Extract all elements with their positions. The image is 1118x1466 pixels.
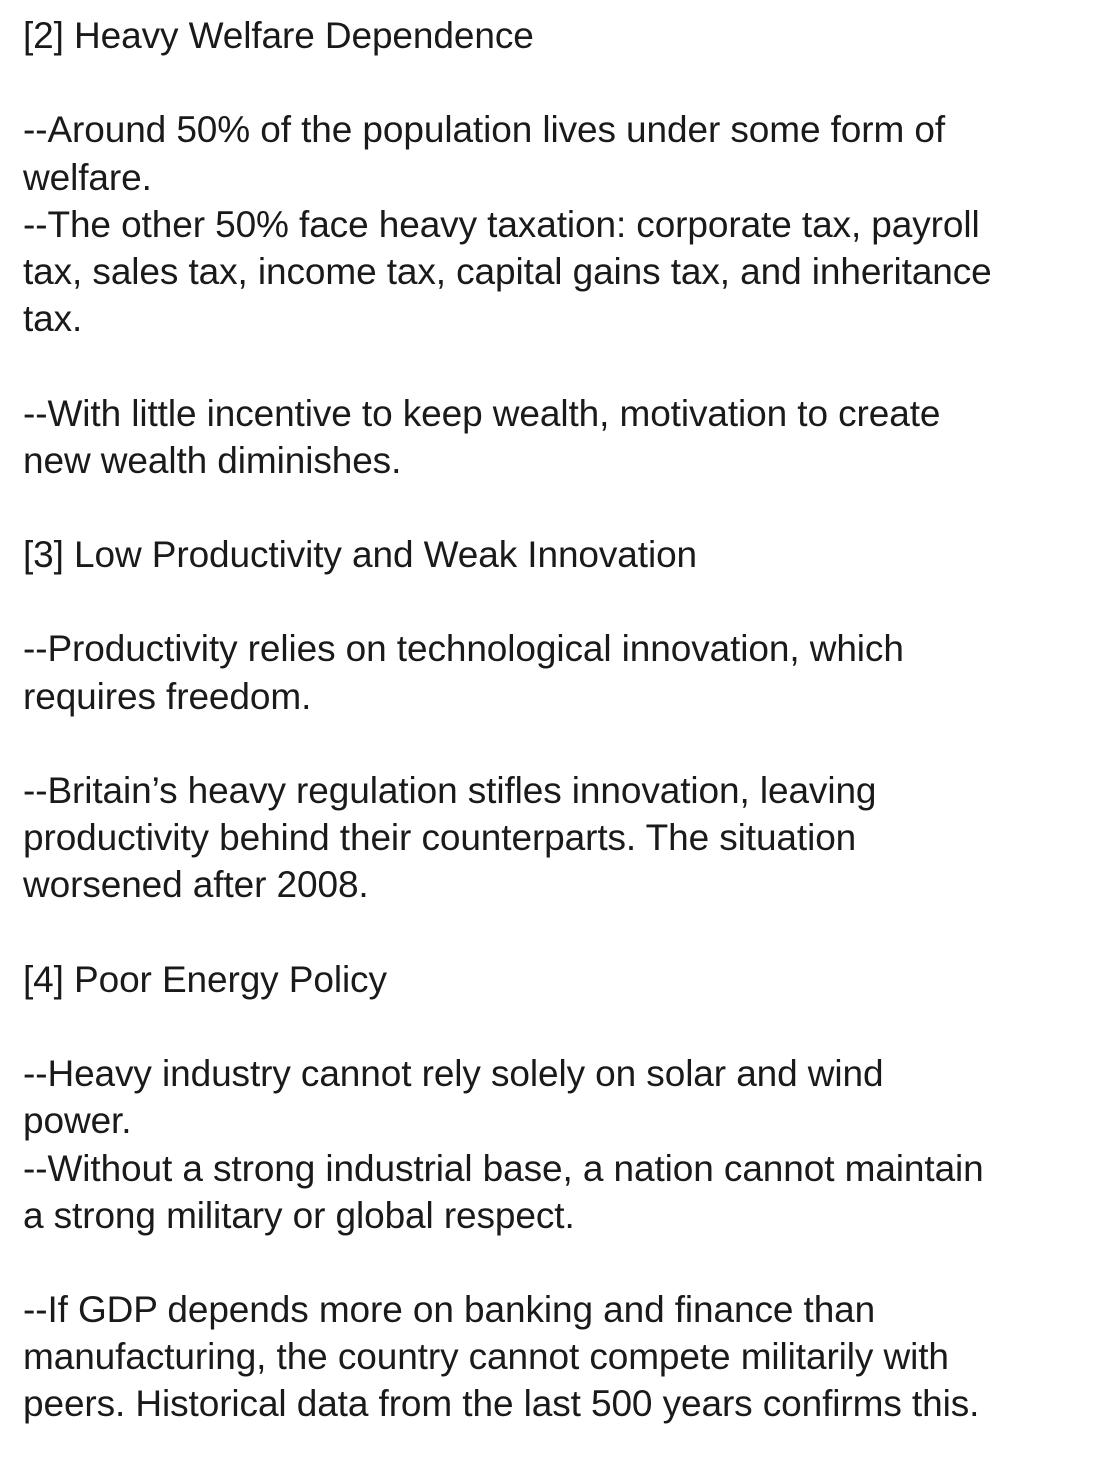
- text-line: requires freedom.: [23, 675, 312, 717]
- text-line: a strong military or global respect.: [23, 1194, 575, 1236]
- section-poor-energy-policy: [23, 956, 1118, 1428]
- text-line: --Without a strong industrial base, a nation cannot maintain: [23, 1147, 984, 1189]
- text-line: tax, sales tax, income tax, capital gains tax, and inheritance: [23, 250, 992, 292]
- paragraph: [23, 390, 1118, 484]
- text-line: --Britain’s heavy regulation stifles innovation, leaving: [23, 770, 877, 811]
- text-line: power.: [23, 1100, 132, 1142]
- section-heading: [4] Poor Energy Policy: [23, 958, 387, 1000]
- text-line: new wealth diminishes.: [23, 439, 402, 481]
- paragraph: [23, 106, 1118, 200]
- text-line: --If GDP depends more on banking and finance than: [23, 1289, 876, 1331]
- text-line: worsened after 2008.: [23, 864, 369, 906]
- text-line: welfare.: [23, 156, 152, 198]
- text-line: peers. Historical data from the last 500 years confirms this.: [23, 1383, 980, 1425]
- paragraph: [23, 767, 1118, 909]
- blank-line: [23, 720, 1118, 767]
- section-heavy-welfare: [23, 12, 1118, 531]
- blank-line: [23, 59, 1118, 106]
- text-line: --Around 50% of the population lives under some form of: [23, 109, 946, 151]
- section-low-productivity: [23, 531, 1118, 956]
- text-line: --The other 50% face heavy taxation: corporate tax, payroll: [23, 203, 980, 245]
- text-line: manufacturing, the country cannot compete militarily with: [23, 1336, 949, 1378]
- section-heading: [3] Low Productivity and Weak Innovation: [23, 534, 698, 576]
- text-line: --Heavy industry cannot rely solely on solar and wind: [23, 1053, 884, 1095]
- text-line: --With little incentive to keep wealth, motivation to create: [23, 392, 941, 434]
- blank-line: [23, 909, 1118, 956]
- blank-line: [23, 342, 1118, 389]
- blank-line: [23, 1239, 1118, 1286]
- paragraph: [23, 625, 1118, 719]
- text-line: --Productivity relies on technological innovation, which: [23, 628, 904, 670]
- text-line: tax.: [23, 298, 83, 340]
- paragraph: [23, 1286, 1118, 1428]
- paragraph: [23, 1050, 1118, 1144]
- paragraph: [23, 1145, 1118, 1239]
- paragraph: [23, 201, 1118, 343]
- text-line: productivity behind their counterparts. The situation: [23, 817, 857, 859]
- blank-line: [23, 578, 1118, 625]
- section-heading: [2] Heavy Welfare Dependence: [23, 15, 534, 56]
- blank-line: [23, 1003, 1118, 1050]
- blank-line: [23, 484, 1118, 531]
